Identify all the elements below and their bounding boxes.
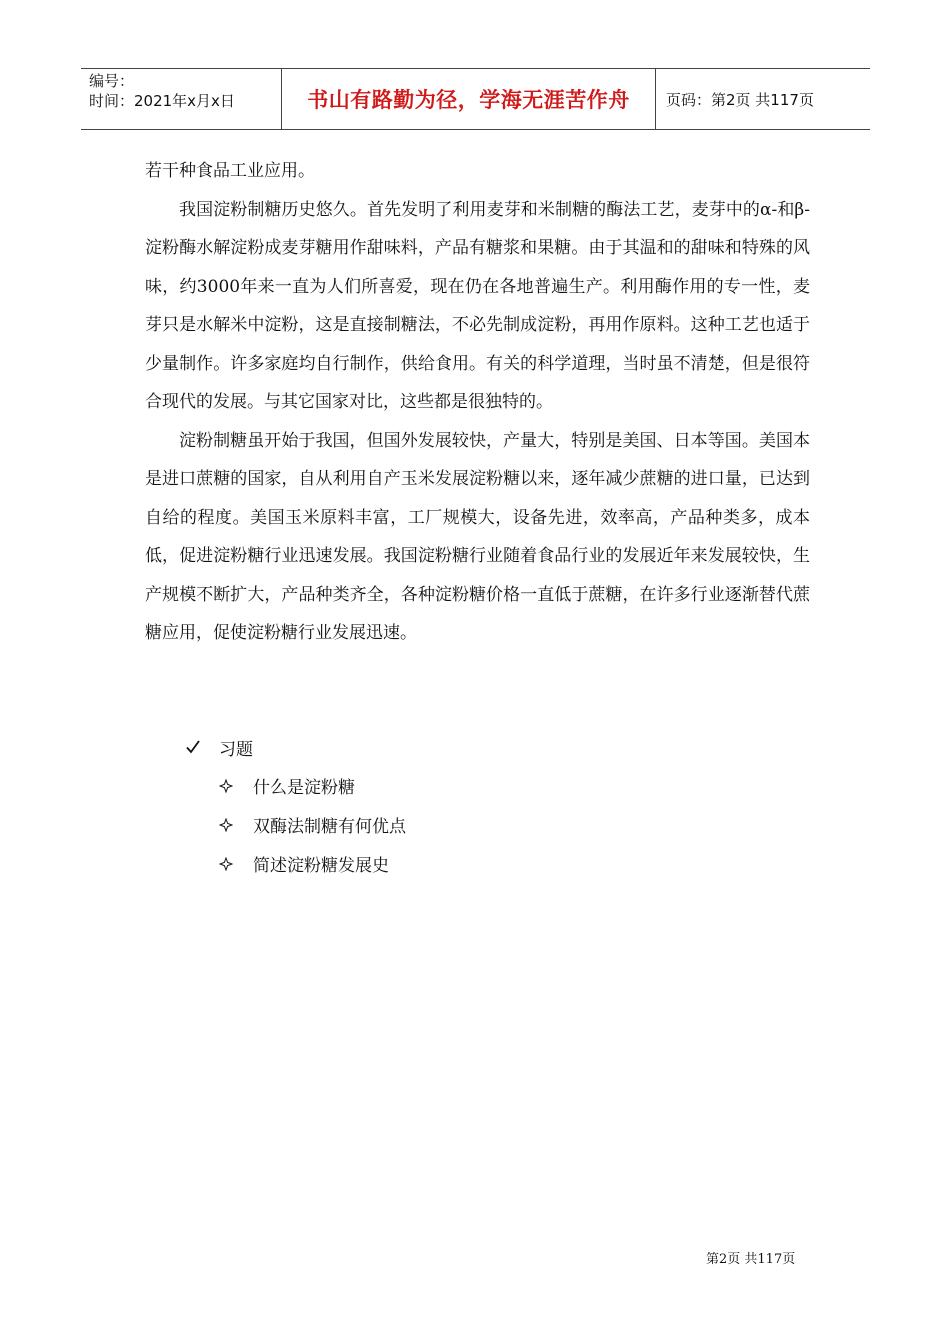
header-page-cell <box>656 69 870 129</box>
exercise-item <box>219 805 406 844</box>
exercise-item-text: 简述淀粉糖发展史 <box>253 856 389 876</box>
page-footer: 第2页 共117页 <box>706 1252 796 1267</box>
diamond-icon <box>219 779 233 793</box>
page-header <box>81 68 870 130</box>
paragraph-history: 我国淀粉制糖历史悠久。首先发明了利用麦芽和米制糖的酶法工艺，麦芽中的α-和β-淀粉酶水解淀粉成麦芽糖用作甜味料，产品有糖浆和果糖。由于其温和的甜味和特殊的风味，约3000年来一直为人们所喜爱，现在仍在各地普遍生产。利用酶作用的专一性，麦芽只是水解米中淀粉，这是直接制糖法，不必先制成淀粉，再用作原料。这种工艺也适于少量制作。许多家庭均自行制作，供给食用。有关的科学道理，当时虽不清楚，但是很符合现代的发展。与其它国家对比，这些都是很独特的。 <box>145 199 810 412</box>
paragraph-continuation: 若干种食品工业应用。 <box>145 161 315 181</box>
header-meta <box>81 69 282 129</box>
body-text <box>145 152 810 653</box>
page-label: 页码：第2页 共117页 <box>666 90 814 109</box>
exercise-section <box>185 728 406 883</box>
motto-text: 书山有路勤为径，学海无涯苦作舟 <box>307 88 630 112</box>
paragraph-development: 淀粉制糖虽开始于我国，但国外发展较快，产量大，特别是美国、日本等国。美国本是进口蔗糖的国家，自从利用自产玉米发展淀粉糖以来，逐年减少蔗糖的进口量，已达到自给的程度。美国玉米原料丰富，工厂规模大，设备先进，效率高，产品种类多，成本低，促进淀粉糖行业迅速发展。我国淀粉糖行业随着食品行业的发展近年来发展较快，生产规模不断扩大，产品种类齐全，各种淀粉糖价格一直低于蔗糖，在许多行业逐渐替代蔗糖应用，促使淀粉糖行业发展迅速。 <box>145 430 810 643</box>
check-icon <box>185 739 201 755</box>
exercise-title-row <box>185 728 406 766</box>
header-motto-cell <box>282 69 656 129</box>
exercise-item <box>219 844 406 883</box>
time-label: 时间：2021年x月x日 <box>89 92 235 110</box>
exercise-item-text: 双酶法制糖有何优点 <box>253 817 406 837</box>
diamond-icon <box>219 818 233 832</box>
serial-label: 编号： <box>89 72 135 90</box>
exercise-title: 习题 <box>219 739 253 760</box>
exercise-item-text: 什么是淀粉糖 <box>253 778 355 798</box>
exercise-item <box>219 766 406 805</box>
diamond-icon <box>219 857 233 871</box>
